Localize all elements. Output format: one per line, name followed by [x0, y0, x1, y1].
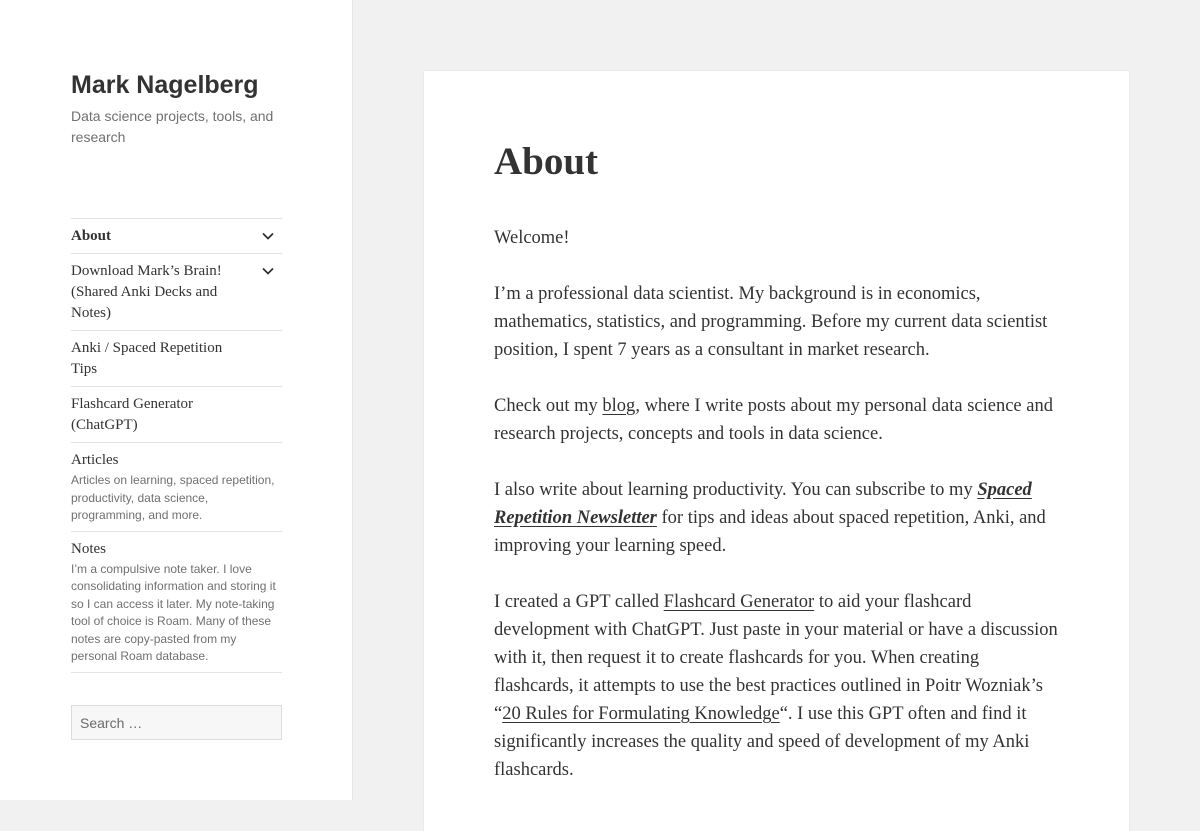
menu-item-description: I’m a compulsive note taker. I love consolidating information and storing it so I can access it later. My note-taking tool of choice is Roam. Many of these notes are copy-pasted from my personal Roam database. — [71, 561, 276, 663]
paragraph-text: I’m a professional data scientist. My background is in economics, mathematics, statistics, and programming. Before my current data scientist position, I spent 7 years as a consultant in market research. — [494, 284, 1048, 360]
menu-item-label[interactable]: Notes — [71, 540, 106, 557]
menu-item-anki-tips[interactable] — [71, 331, 282, 387]
paragraph-text: I created a GPT called — [494, 592, 664, 612]
menu-item-download-brain[interactable] — [71, 254, 282, 331]
menu-item-flashcard-generator[interactable] — [71, 387, 282, 443]
paragraph-text: I also write about learning productivity. You can subscribe to my — [494, 480, 978, 500]
paragraph-welcome — [494, 224, 1059, 252]
paragraph-background — [494, 280, 1059, 364]
menu-item-label[interactable]: Articles — [71, 452, 119, 468]
content-card — [424, 71, 1129, 831]
menu-item-description: Articles on learning, spaced repetition, productivity, data science, programming, and more. — [71, 473, 275, 522]
menu-item-notes[interactable] — [71, 532, 282, 673]
menu-item-about[interactable] — [71, 219, 282, 254]
entry-content — [494, 224, 1059, 812]
site-title[interactable]: Mark Nagelberg — [71, 71, 259, 99]
paragraph-text: , where I write posts about my personal data science and research projects, concepts and tools in data science. — [494, 396, 1053, 444]
blog-link[interactable]: blog — [602, 396, 636, 416]
site-description: Data science projects, tools, and research — [71, 108, 274, 145]
paragraph-newsletter — [494, 476, 1059, 560]
paragraph-text: Check out my — [494, 396, 603, 416]
page-title: About — [494, 140, 599, 183]
menu-item-label[interactable]: Download Mark’s Brain! (Shared Anki Decks and Notes) — [71, 263, 222, 321]
sidebar — [0, 0, 353, 800]
menu-item-label[interactable]: Anki / Spaced Repetition Tips — [71, 340, 223, 377]
chevron-down-icon[interactable] — [258, 226, 278, 246]
paragraph-text: Welcome! — [494, 228, 570, 248]
twenty-rules-link[interactable]: 20 Rules for Formulating Knowledge — [502, 704, 780, 724]
menu-item-label[interactable]: About — [71, 228, 112, 244]
paragraph-text: to aid your flashcard development with ChatGPT. Just paste in your material or have a discussion with it, then request it to create flashcards for you. When creating flashcards, it attempts to use the best practices outlined in Poitr Wozniak’s “ — [494, 592, 1058, 724]
menu-item-label[interactable]: Flashcard Generator (ChatGPT) — [71, 396, 194, 433]
paragraph-gpt — [494, 588, 1059, 784]
paragraph-blog — [494, 392, 1059, 448]
chevron-down-icon[interactable] — [258, 261, 278, 281]
paragraph-text: “. I use this GPT often and find it significantly increases the quality and speed of development of my Anki flashcards. — [494, 704, 1030, 780]
paragraph-text: for tips and ideas about spaced repetition, Anki, and improving your learning speed. — [494, 508, 1046, 556]
newsletter-link[interactable]: Spaced Repetition Newsletter — [494, 480, 1032, 528]
menu-item-articles[interactable] — [71, 443, 282, 532]
search-input[interactable] — [71, 705, 282, 740]
flashcard-generator-link[interactable]: Flashcard Generator — [663, 592, 815, 612]
main-menu — [71, 218, 282, 673]
